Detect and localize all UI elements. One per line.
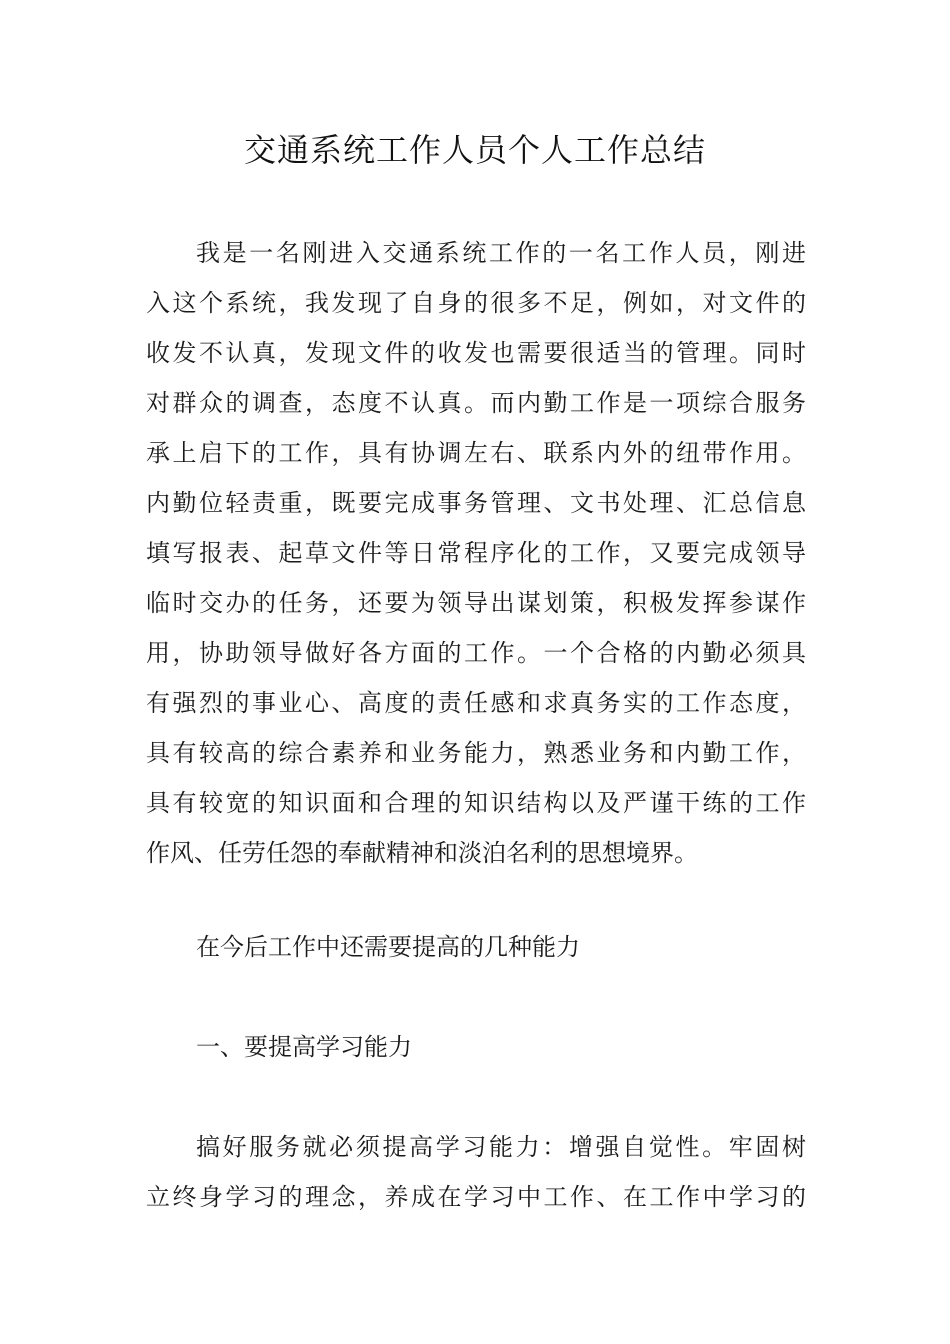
paragraph-line: 承上启下的工作，具有协调左右、联系内外的纽带作用。 (146, 439, 806, 467)
paragraph-line: 填写报表、起草文件等日常程序化的工作，又要完成领导 (146, 539, 806, 567)
section-heading-learning: 一、要提高学习能力 (196, 1033, 412, 1061)
paragraph-line: 搞好服务就必须提高学习能力：增强自觉性。牢固树 (196, 1133, 806, 1161)
paragraph-intro (146, 228, 806, 878)
paragraph-line: 入这个系统，我发现了自身的很多不足，例如，对文件的 (146, 289, 806, 317)
paragraph-line: 有强烈的事业心、高度的责任感和求真务实的工作态度， (146, 689, 806, 717)
paragraph-line: 我是一名刚进入交通系统工作的一名工作人员，刚进 (196, 239, 806, 267)
paragraph-line: 收发不认真，发现文件的收发也需要很适当的管理。同时 (146, 339, 806, 367)
document-title: 交通系统工作人员个人工作总结 (243, 131, 706, 169)
paragraph-line: 内勤位轻责重，既要完成事务管理、文书处理、汇总信息 (146, 489, 806, 517)
paragraph-line: 立终身学习的理念，养成在学习中工作、在工作中学习的 (146, 1183, 806, 1211)
paragraph-learning (146, 1122, 806, 1222)
paragraph-line: 具有较宽的知识面和合理的知识结构以及严谨干练的工作 (146, 789, 806, 817)
paragraph-line: 对群众的调查，态度不认真。而内勤工作是一项综合服务 (146, 389, 806, 417)
section-heading-abilities: 在今后工作中还需要提高的几种能力 (196, 933, 580, 961)
paragraph-line: 用，协助领导做好各方面的工作。一个合格的内勤必须具 (146, 639, 806, 667)
paragraph-line: 具有较高的综合素养和业务能力，熟悉业务和内勤工作， (146, 739, 806, 767)
paragraph-line: 作风、任劳任怨的奉献精神和淡泊名利的思想境界。 (146, 839, 698, 867)
paragraph-line: 临时交办的任务，还要为领导出谋划策，积极发挥参谋作 (146, 589, 806, 617)
